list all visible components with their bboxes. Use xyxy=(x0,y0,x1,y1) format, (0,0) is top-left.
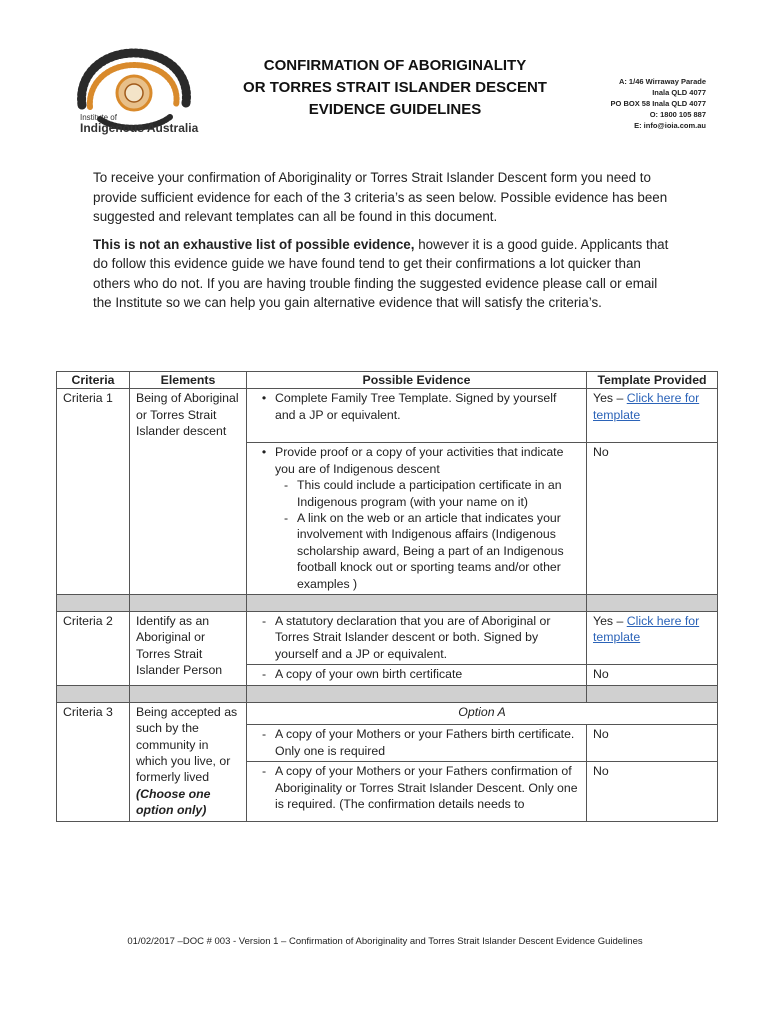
template-cell: Yes – Click here for template xyxy=(587,389,718,443)
bullet-icon: • xyxy=(261,445,267,460)
template-cell: No xyxy=(587,725,718,762)
spacer-row xyxy=(57,595,718,612)
template-cell: No xyxy=(587,762,718,821)
element-note: (Choose one option only) xyxy=(136,786,211,818)
intro-paragraph-1: To receive your confirmation of Aboriginality or Torres Strait Islander Descent form you need to provide sufficient evidence for each of the 3 criteria’s as seen below. Possible evidence has been suggested and relevant templates can all be found in this document. xyxy=(93,170,668,224)
evidence-cell: - A statutory declaration that you are of Aboriginal or Torres Strait Islander descent or both. Signed by yourself and a JP or equivalent. xyxy=(247,612,587,665)
table-row xyxy=(57,612,718,665)
criteria-label: Criteria 2 xyxy=(57,612,130,686)
element-cell: Identify as an Aboriginal or Torres Strait Islander Person xyxy=(130,612,247,686)
evidence-cell: - A copy of your own birth certificate xyxy=(247,665,587,685)
evidence-cell: - A copy of your Mothers or your Fathers confirmation of Aboriginality or Torres Strait Islander Descent. Only one is required. (The confirmation details needs to xyxy=(247,762,587,821)
spacer-row xyxy=(57,685,718,702)
document-title: CONFIRMATION OF ABORIGINALITY OR TORRES STRAIT ISLANDER DESCENT EVIDENCE GUIDELINES xyxy=(243,57,547,118)
page-footer: 01/02/2017 –DOC # 003 - Version 1 – Confirmation of Aboriginality and Torres Strait Islander Descent Evidence Guidelines xyxy=(127,936,643,947)
table-row xyxy=(57,389,718,443)
table-header-row xyxy=(57,372,718,389)
contact-address: A: 1/46 Wirraway Parade Inala QLD 4077 PO BOX 58 Inala QLD 4077 O: 1800 105 887 E: info@ioia.com.au xyxy=(610,77,706,130)
template-link[interactable]: Click here for template xyxy=(593,391,700,422)
header-elements: Elements xyxy=(130,372,247,389)
bullet-icon: • xyxy=(261,391,267,406)
header-evidence: Possible Evidence xyxy=(247,372,587,389)
evidence-table xyxy=(56,371,718,822)
template-cell: Yes – Click here for template xyxy=(587,612,718,665)
intro-text xyxy=(93,168,678,321)
element-cell: Being of Aboriginal or Torres Strait Islander descent xyxy=(130,389,247,595)
evidence-cell: • Complete Family Tree Template. Signed by yourself and a JP or equivalent. xyxy=(247,389,587,443)
header-template: Template Provided xyxy=(587,372,718,389)
template-link[interactable]: Click here for template xyxy=(593,614,700,645)
logo-text-large: Indigenous Australia xyxy=(80,121,199,135)
intro-paragraph-2: This is not an exhaustive list of possible evidence, however it is a good guide. Applicants that do follow this evidence guide we have found tend to get their confirmations a lot quicker than others who do not. If you are having trouble finding the suggested evidence please call or email the Institute so we can help you gain alternative evidence that will satisfy the criteria’s. xyxy=(93,236,669,310)
header-criteria: Criteria xyxy=(57,372,130,389)
template-cell: No xyxy=(587,665,718,685)
evidence-cell: • Provide proof or a copy of your activities that indicate you are of Indigenous descent - This could include a participation certificate in an Indigenous program (with your name on it) - A link on the web or an article that indicates your involvement with Indigenous affairs (Indigenous scholarship award, Being a part of an Indigenous football knock out or sporting teams and/or other examples ) xyxy=(247,443,587,595)
option-label: Option A xyxy=(247,702,718,725)
evidence-cell: - A copy of your Mothers or your Fathers birth certificate. Only one is required xyxy=(247,725,587,762)
template-cell: No xyxy=(587,443,718,595)
logo-text-small: Institute of xyxy=(80,113,117,122)
table-row xyxy=(57,702,718,725)
element-cell: Being accepted as such by the community in which you live, or formerly lived (Choose one option only) xyxy=(130,702,247,821)
criteria-label: Criteria 1 xyxy=(57,389,130,595)
criteria-label: Criteria 3 xyxy=(57,702,130,821)
